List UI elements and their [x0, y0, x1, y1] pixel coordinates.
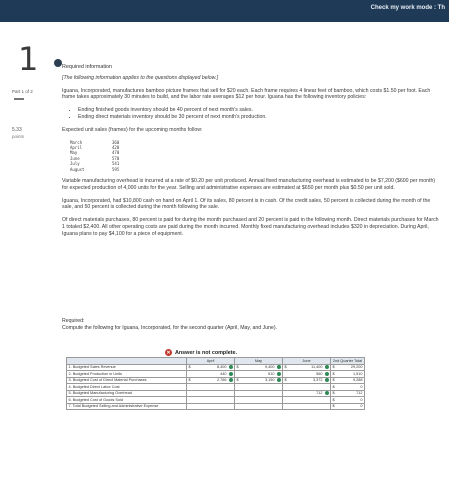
row-label: 5. Budgeted Manufacturing Overhead — [67, 390, 187, 397]
sales-month: August — [70, 166, 85, 172]
value-wrap — [265, 365, 281, 369]
applies-note: [The following information applies to the questions displayed below.] — [62, 74, 219, 81]
cell-value: 29,200 — [350, 365, 363, 370]
cell-value: 11,400 — [311, 365, 323, 370]
cell-content — [189, 365, 233, 369]
correct-check-icon — [229, 365, 233, 369]
correct-check-icon — [277, 365, 281, 369]
correct-check-icon — [325, 372, 329, 376]
cell-value: 712 — [316, 391, 323, 396]
dollar-sign: $ — [332, 397, 335, 402]
answer-status-text: Answer is not complete. — [175, 349, 238, 356]
header-may: May — [235, 358, 283, 365]
correct-check-icon — [229, 378, 233, 382]
answer-input-april[interactable] — [187, 403, 235, 410]
company-description: Iguana, Incorporated, manufactures bamboo picture frames that sell for $20 each. Each frame requires 4 linear feet of bamboo, which costs $1.50 per foot. Each frame takes approximately 30 minutes to build, and the labor rate averages $12 per hour. Iguana has the following inventory policies: — [62, 87, 431, 101]
cell-value: 9,288 — [352, 378, 363, 383]
row-label: 1. Budgeted Sales Revenue — [67, 364, 187, 371]
cell-value: 440 — [220, 371, 227, 376]
points-value: 5.33 — [12, 127, 22, 133]
row-label: 6. Budgeted Cost of Goods Sold — [67, 397, 187, 404]
value-wrap — [360, 404, 362, 408]
cell-content — [285, 372, 329, 376]
value-wrap — [353, 372, 363, 376]
correct-check-icon — [325, 365, 329, 369]
sales-month: March — [70, 139, 83, 145]
cell-value: 0 — [360, 397, 363, 402]
value-wrap — [217, 378, 233, 382]
cell-value: 2,766 — [216, 378, 227, 383]
cell-content — [285, 378, 329, 382]
cell-content — [285, 365, 329, 369]
dollar-sign: $ — [188, 378, 191, 383]
correct-check-icon — [325, 391, 329, 395]
cell-value: 3,372 — [312, 378, 323, 383]
expected-sales-table — [70, 140, 442, 172]
value-wrap — [351, 365, 363, 369]
value-wrap — [316, 372, 328, 376]
question-number: 1 — [18, 40, 39, 78]
sales-month: July — [70, 161, 80, 167]
dollar-sign: $ — [332, 371, 335, 376]
correct-check-icon — [277, 378, 281, 382]
answer-input-may[interactable] — [235, 403, 283, 410]
cell-content — [237, 365, 281, 369]
value-wrap — [313, 378, 329, 382]
sales-month: June — [70, 155, 80, 161]
cash-paragraph: Iguana, Incorporated, had $10,800 cash on hand on April 1. Of its sales, 80 percent is in cash. Of the credit sales, 50 percent is collected during the month of the sale, and 50 percent is collected during the month following the sale. — [62, 197, 431, 211]
row-label: 3. Budgeted Cost of Direct Material Purchases — [67, 377, 187, 384]
dollar-sign: $ — [284, 365, 287, 370]
correct-check-icon — [229, 372, 233, 376]
dollar-sign: $ — [188, 365, 191, 370]
dollar-sign: $ — [332, 365, 335, 370]
sales-month: May — [70, 150, 78, 156]
row-label: 2. Budgeted Production in Units — [67, 371, 187, 378]
value-wrap — [220, 372, 232, 376]
expected-sales-intro: Expected unit sales (frames) for the upcoming months follow: — [62, 126, 203, 133]
cell-value: 8,400 — [216, 365, 227, 370]
purchases-paragraph: Of direct materials purchases, 80 percent is paid for during the month purchased and 20 percent is paid in the following month. Direct materials purchases for March 1 totaled $2,400. All other operating costs are paid during the month incurred. Monthly fixed manufacturing overhead includes $320 in depreciation. During April, Iguana plans to pay $4,100 for a piece of equipment. — [62, 217, 439, 237]
value-wrap — [311, 365, 328, 369]
cell-content — [285, 391, 329, 395]
header-june: June — [283, 358, 331, 365]
part-indicator: Part 1 of 2 — [12, 89, 33, 94]
cell-content — [333, 385, 363, 389]
part-progress-dash — [14, 98, 24, 100]
value-wrap — [265, 378, 281, 382]
question-content — [62, 64, 442, 244]
dollar-sign: $ — [332, 391, 335, 396]
cell-value: 712 — [356, 391, 363, 396]
cell-value: 9,400 — [264, 365, 275, 370]
table-row — [67, 403, 365, 410]
sales-units: 360 — [112, 139, 120, 145]
info-icon[interactable] — [54, 59, 62, 67]
cell-content — [333, 372, 363, 376]
correct-check-icon — [325, 378, 329, 382]
answer-status-banner — [165, 349, 237, 356]
correct-check-icon — [277, 372, 281, 376]
cell-value: 3,150 — [264, 378, 275, 383]
cell-value: 1,510 — [352, 371, 363, 376]
cell-content — [237, 378, 281, 382]
row-label: 7. Total Budgeted Selling and Administrative Expense — [67, 403, 187, 410]
dollar-sign: $ — [332, 378, 335, 383]
top-bar — [0, 0, 449, 22]
cell-value: 560 — [316, 371, 323, 376]
cell-value: 510 — [268, 371, 275, 376]
cell-value: 0 — [360, 384, 363, 389]
incorrect-x-icon: ✕ — [166, 349, 171, 356]
value-wrap — [316, 391, 328, 395]
cell-content — [333, 398, 363, 402]
dollar-sign: $ — [236, 378, 239, 383]
sales-units: 470 — [112, 150, 120, 156]
dollar-sign: $ — [332, 384, 335, 389]
sales-row — [70, 167, 442, 172]
dollar-sign: $ — [236, 365, 239, 370]
header-april: April — [187, 358, 235, 365]
cell-content — [333, 404, 363, 408]
answer-input-total — [331, 403, 365, 410]
policy-item: • Ending direct materials inventory should be 30 percent of next month's production. — [78, 114, 442, 121]
check-my-work-mode-label: Check my work mode : Th — [370, 5, 445, 11]
policy-item: • Ending finished goods inventory should be 40 percent of next month's sales. — [78, 107, 442, 114]
dollar-sign: $ — [332, 404, 335, 409]
cell-content — [333, 365, 363, 369]
value-wrap — [353, 378, 363, 382]
inventory-policies — [72, 107, 442, 121]
cell-content — [189, 372, 233, 376]
sales-units: 595 — [112, 166, 120, 172]
required-heading: Required: — [62, 318, 85, 324]
sales-units: 541 — [112, 161, 120, 167]
value-wrap — [356, 391, 362, 395]
required-section — [62, 318, 442, 332]
value-wrap — [360, 398, 362, 402]
sales-units: 570 — [112, 155, 120, 161]
cell-content — [333, 391, 363, 395]
dollar-sign: $ — [284, 378, 287, 383]
required-information-heading: Required information — [62, 64, 113, 70]
cell-content — [333, 378, 363, 382]
cell-content — [237, 372, 281, 376]
header-quarter-total: 2nd Quarter Total — [331, 358, 365, 365]
cell-value: 0 — [360, 404, 363, 409]
question-sidebar — [0, 22, 54, 494]
row-label: 4. Budgeted Direct Labor Cost — [67, 384, 187, 391]
value-wrap — [268, 372, 280, 376]
sales-units: 420 — [112, 144, 120, 150]
sales-month: April — [70, 144, 83, 150]
value-wrap — [360, 385, 362, 389]
points-label: points — [12, 134, 25, 139]
value-wrap — [217, 365, 233, 369]
budget-answer-table — [66, 357, 365, 410]
overhead-paragraph: Variable manufacturing overhead is incurred at a rate of $0.20 per unit produced. Annual fixed manufacturing overhead is estimated to be $7,200 ($600 per month) for expected production of 4,000 units for the year. Selling and administrative expenses are estimated at $650 per month plus $0.50 per unit sold. — [62, 178, 436, 191]
cell-content — [189, 378, 233, 382]
answer-input-june[interactable] — [283, 403, 331, 410]
required-text: Compute the following for Iguana, Incorporated, for the second quarter (April, May, and June). — [62, 324, 278, 331]
